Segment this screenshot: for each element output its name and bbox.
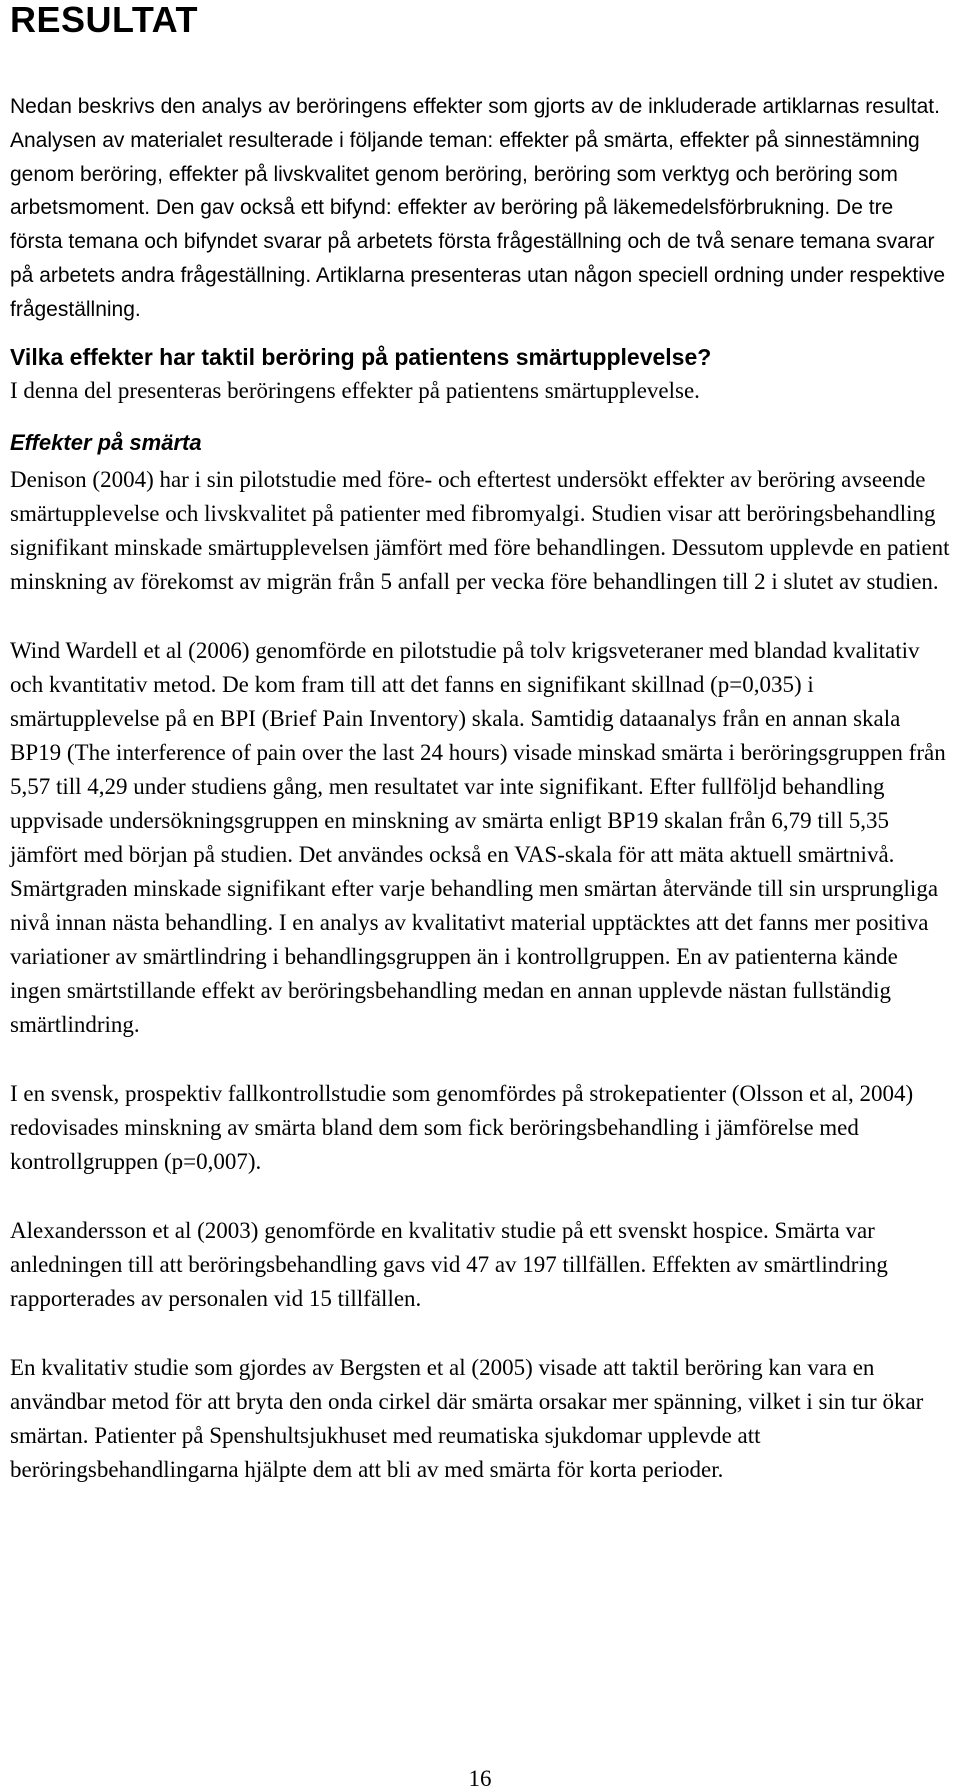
paragraph-olsson: I en svensk, prospektiv fallkontrollstudie som genomfördes på strokepatienter (Olsson et al, 2004) redovisades minskning av smärta bland dem som fick beröringsbehandling i jämförelse med kontrollgruppen (p=0,007).	[10, 1080, 914, 1174]
question-intro: I denna del presenteras beröringens effekter på patientens smärtupplevelse.	[10, 377, 700, 403]
page-number: 16	[468, 1766, 492, 1791]
paragraph-bergsten: En kvalitativ studie som gjordes av Bergsten et al (2005) visade att taktil beröring kan vara en användbar metod för att bryta den onda cirkel där smärta orsakar mer spänning, vilket i sin tur ökar smärtan. Patienter på Spenshultsjukhuset med reumatiska sjukdomar upplevde att beröringsbehandlingarna hjälpte dem att bli av med smärta för korta perioder.	[10, 1354, 924, 1482]
paragraph-denison: Denison (2004) har i sin pilotstudie med före- och eftertest undersökt effekter av beröring avseende smärtupplevelse och livskvalitet på patienter med fibromyalgi. Studien visar att beröringsbehandling signifikant minskade smärtupplevelsen jämfört med före behandlingen. Dessutom upplevde en patient minskning av förekomst av migrän från 5 anfall per vecka före behandlingen till 2 i slutet av studien.	[10, 466, 950, 594]
paragraph-alexandersson: Alexandersson et al (2003) genomförde en kvalitativ studie på ett svenskt hospice. Smärta var anledningen till att beröringsbehandling gavs vid 47 av 197 tillfällen. Effekten av smärtlindring rapporterades av personalen vid 15 tillfällen.	[10, 1217, 888, 1311]
intro-paragraph: Nedan beskrivs den analys av beröringens effekter som gjorts av de inkluderade artiklarnas resultat. Analysen av materialet resulterade i följande teman: effekter på smärta, effekter på sinnestämning genom beröring, effekter på livskvalitet genom beröring, beröring som verktyg och beröring som arbetsmoment. Den gav också ett bifynd: effekter av beröring på läkemedelsförbrukning. De tre första temana och bifyndet svarar på arbetets första frågeställning och de två senare temana svarar på arbetets andra frågeställning. Artiklarna presenteras utan någon speciell ordning under respektive frågeställning.	[10, 95, 946, 321]
subheading-effekter-pa-smarta: Effekter på smärta	[10, 429, 202, 455]
document-page	[10, 0, 950, 1487]
question-heading: Vilka effekter har taktil beröring på patientens smärtupplevelse?	[10, 343, 712, 370]
section-title: RESULTAT	[10, 0, 198, 40]
paragraph-wind-wardell: Wind Wardell et al (2006) genomförde en pilotstudie på tolv krigsveteraner med blandad kvalitativ och kvantitativ metod. De kom fram till att det fanns en signifikant skillnad (p=0,035) i smärtupplevelse på en BPI (Brief Pain Inventory) skala. Samtidig dataanalys från en annan skala BP19 (The interference of pain over the last 24 hours) visade minskad smärta i beröringsgruppen från 5,57 till 4,29 under studiens gång, men resultatet var inte signifikant. Efter fullföljd behandling uppvisade undersökningsgruppen en minskning av smärta enligt BP19 skalan från 6,79 till 5,35 jämfört med början på studien. Det användes också en VAS-skala för att mäta aktuell smärtnivå. Smärtgraden minskade signifikant efter varje behandling men smärtan återvände till sin ursprungliga nivå innan nästa behandling. I en analys av kvalitativt material upptäcktes att det fanns mer positiva variationer av smärtlindring i behandlingsgruppen än i kontrollgruppen. En av patienterna kände ingen smärtstillande effekt av beröringsbehandling medan en annan upplevde nästan fullständig smärtlindring.	[10, 637, 946, 1037]
